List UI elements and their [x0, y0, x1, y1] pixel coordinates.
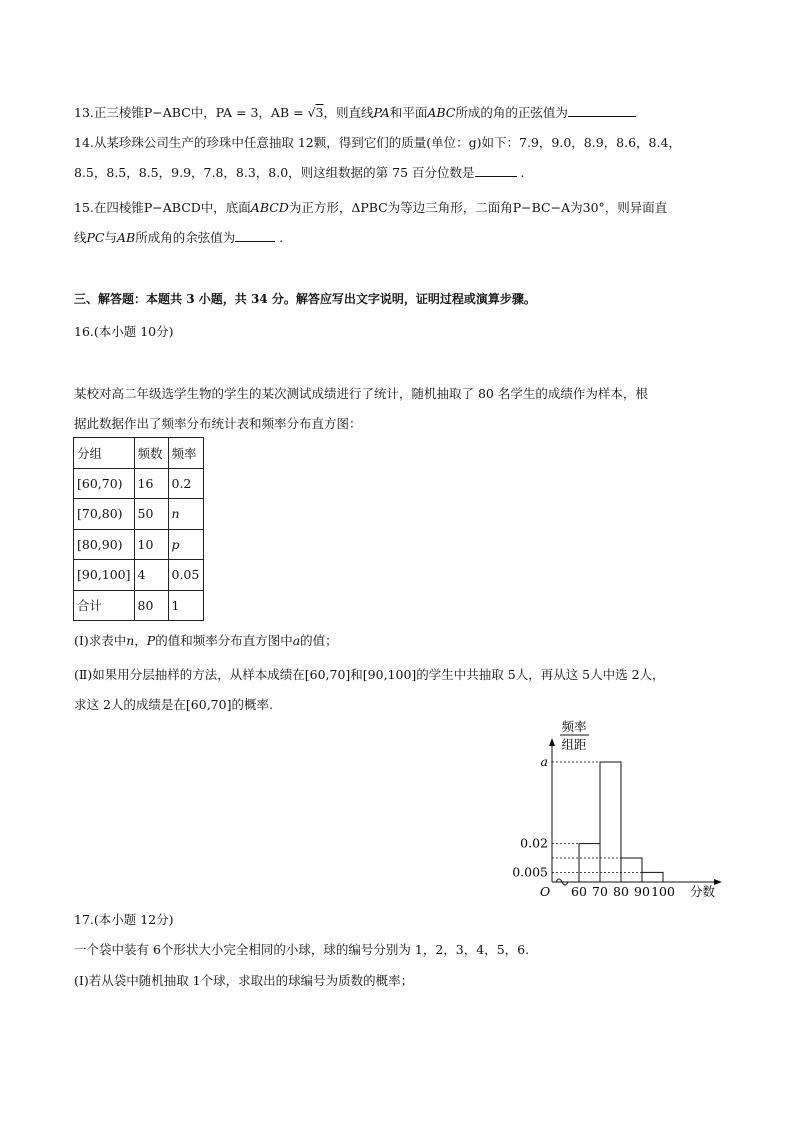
answer-blank-13 [568, 104, 636, 117]
frequency-histogram [500, 712, 730, 904]
histogram-bar [579, 844, 600, 882]
question-16-part-2-line-2: 求这 2人的成绩是在[60,70]的概率. [74, 697, 273, 712]
x-axis-label: 分数 [690, 884, 716, 899]
y-axis-label-numerator: 频率 [561, 719, 587, 734]
question-16-desc-line-2: 据此数据作出了频率分布统计表和频率分布直方图： [74, 416, 362, 431]
table-cell: 0.05 [168, 560, 203, 591]
y-axis-label-denominator: 组距 [561, 737, 587, 752]
table-cell: [60,70) [74, 468, 135, 499]
table-row [74, 499, 204, 530]
y-tick-label: 0.02 [520, 835, 548, 851]
question-17-part-1: (Ⅰ)若从袋中随机抽取 1个球，求取出的球编号为质数的概率； [74, 973, 414, 988]
table-row [74, 590, 204, 621]
table-cell: [80,90) [74, 529, 135, 560]
x-tick-label: 80 [613, 884, 629, 899]
y-tick-label: 0.005 [512, 864, 548, 880]
table-row [74, 529, 204, 560]
sqrt-symbol: √3 [307, 105, 324, 120]
question-16-desc-line-1: 某校对高二年级选学生物的学生的某次测试成绩进行了统计，随机抽取了 80 名学生的成绩作为样本，根 [74, 386, 648, 401]
histogram-bar [600, 762, 621, 882]
question-16-part-1: (Ⅰ)求表中n，P的值和频率分布直方图中a的值； [74, 633, 338, 648]
question-15-line-2: 线PC与AB所成角的余弦值为 . [74, 230, 284, 245]
x-tick-label: 90 [634, 884, 650, 899]
table-header-cell: 频数 [134, 438, 168, 469]
frequency-table [73, 437, 204, 621]
question-17-header: 17.(本小题 12分) [74, 912, 174, 927]
question-13: 13.正三棱锥P−ABC中，PA = 3，AB = √3，则直线PA和平面ABC所成的角的正弦值为 [74, 104, 636, 122]
table-header-cell: 分组 [74, 438, 135, 469]
y-axis-arrow [549, 738, 555, 746]
x-tick-label: 60 [571, 884, 587, 899]
table-cell: [90,100] [74, 560, 135, 591]
question-16-part-2-line-1: (Ⅱ)如果用分层抽样的方法，从样本成绩在[60,70]和[90,100]的学生中共抽取 5人，再从这 5人中选 2人， [74, 667, 665, 682]
question-14-line-2: 8.5，8.5，8.5，9.9，7.8，8.3，8.0，则这组数据的第 75 百分位数是 . [74, 165, 525, 180]
question-14-line-1: 14.从某珍珠公司生产的珍珠中任意抽取 12颗，得到它们的质量(单位：g)如下：7.9，9.0，8.9，8.6，8.4， [74, 135, 681, 150]
table-cell: 10 [134, 529, 168, 560]
histogram-bar [642, 872, 663, 882]
table-header-cell: 频率 [168, 438, 203, 469]
y-tick-label: a [540, 754, 548, 769]
table-cell: 4 [134, 560, 168, 591]
table-cell: 16 [134, 468, 168, 499]
section-3-heading: 三、解答题：本题共 3 小题，共 34 分。解答应写出文字说明，证明过程或演算步骤。 [74, 292, 536, 306]
table-cell: 合计 [74, 590, 135, 621]
x-tick-label: 100 [651, 884, 675, 899]
table-row [74, 560, 204, 591]
table-row [74, 468, 204, 499]
table-header-row [74, 438, 204, 469]
table-cell: n [168, 499, 203, 530]
table-cell: 80 [134, 590, 168, 621]
table-cell: 50 [134, 499, 168, 530]
table-cell: [70,80) [74, 499, 135, 530]
table-cell: 1 [168, 590, 203, 621]
x-tick-label: 70 [592, 884, 608, 899]
question-15-line-1: 15.在四棱锥P−ABCD中，底面ABCD为正方形，ΔPBC为等边三角形，二面角P−BC−A为30°，则异面直 [74, 200, 668, 215]
answer-blank-15 [235, 229, 275, 242]
table-cell: p [168, 529, 203, 560]
question-17-desc: 一个袋中装有 6个形状大小完全相同的小球，球的编号分别为 1，2，3，4，5，6. [74, 942, 530, 957]
origin-label: O [540, 884, 551, 899]
x-axis-arrow [714, 879, 722, 885]
histogram-bar [621, 858, 642, 882]
answer-blank-14 [475, 164, 517, 177]
table-cell: 0.2 [168, 468, 203, 499]
question-16-header: 16.(本小题 10分) [74, 324, 174, 339]
